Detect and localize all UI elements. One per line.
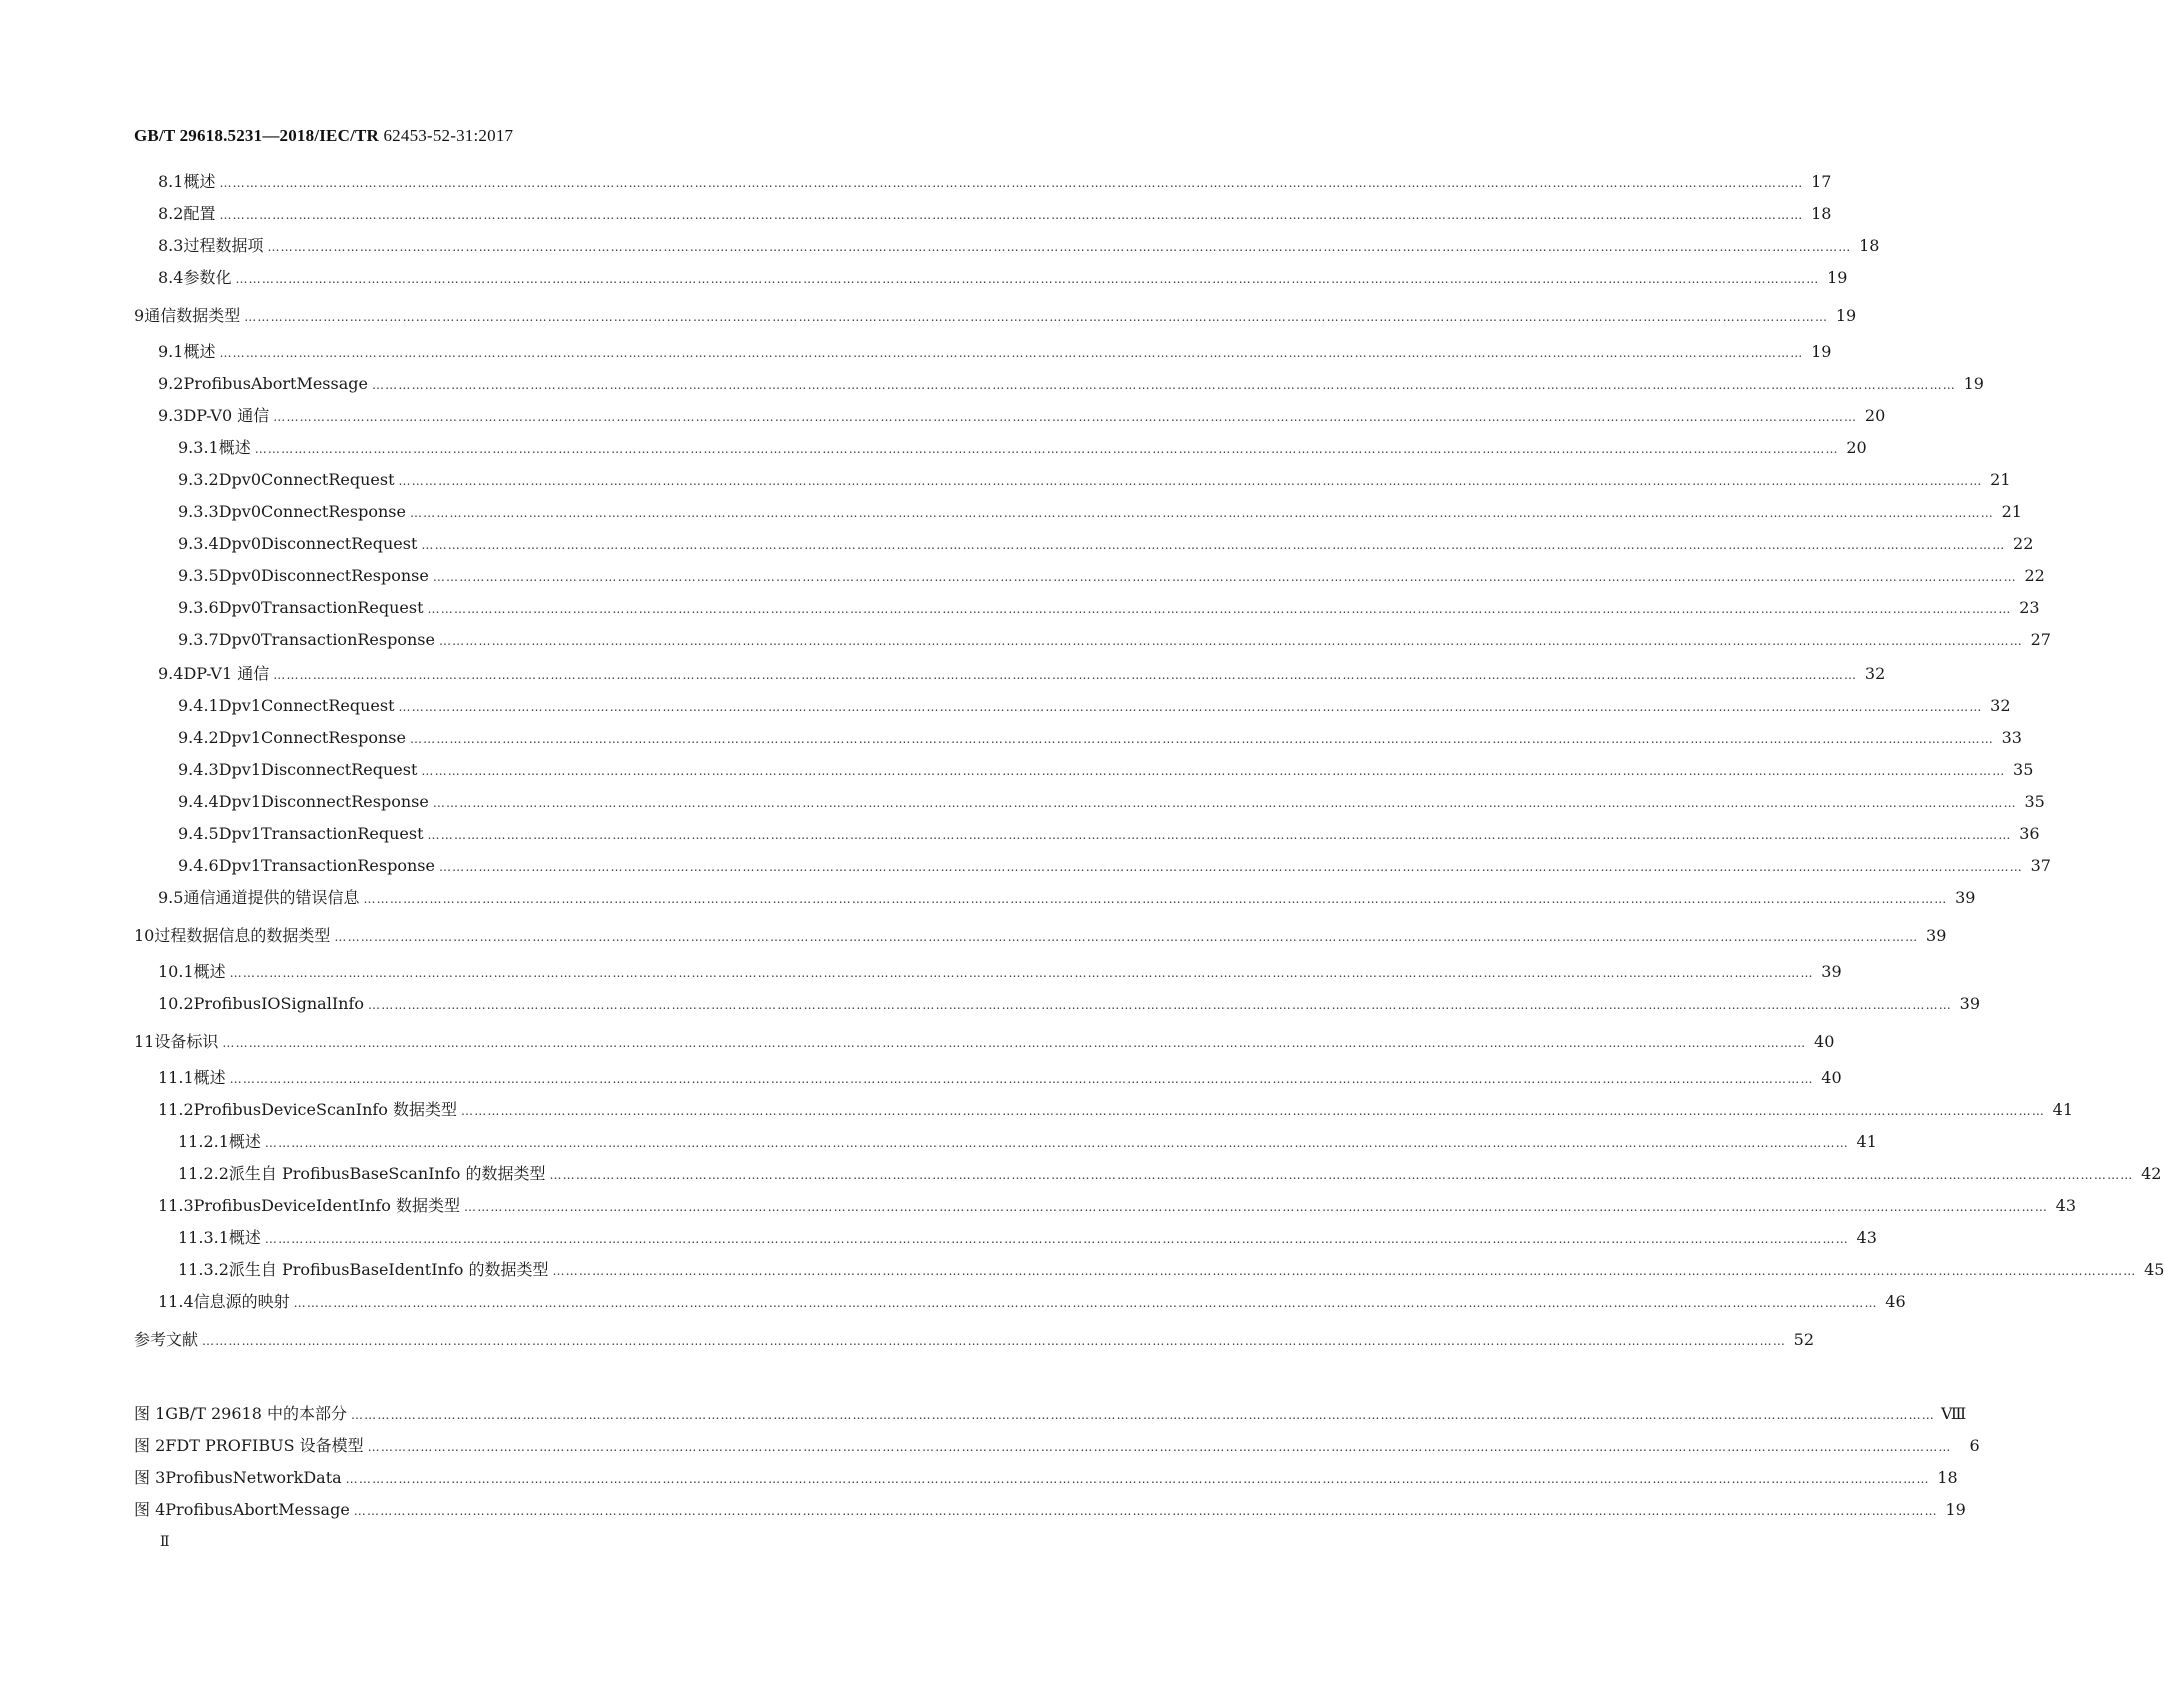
entry-title: Dpv0ConnectResponse	[218, 502, 406, 521]
dot-leader: ………………………………………………………………………………………………………………………………………………………………………………………………………………………………………………………………………………………………………………………………	[464, 1200, 2049, 1214]
entry-page-number: 39	[1926, 926, 1947, 945]
entry-page-number: 52	[1793, 1330, 1815, 1349]
toc-entry[interactable]	[158, 960, 1842, 984]
entry-number: 9.3.6	[178, 598, 219, 617]
dot-leader: ………………………………………………………………………………………………………………………………………………………………………………………………………………………………………………………………………………………………………………………………	[264, 1232, 1849, 1246]
entry-number: 图 3	[134, 1468, 166, 1487]
entry-title: 参数化	[183, 268, 232, 287]
entry-page-number: 20	[1864, 406, 1886, 425]
toc-entry[interactable]	[158, 1290, 1906, 1314]
entry-number: 9.4.2	[178, 728, 219, 747]
dot-leader: ………………………………………………………………………………………………………………………………………………………………………………………………………………………………………………………………………………………………………………………………	[229, 1072, 1814, 1086]
entry-title: 过程数据项	[183, 236, 264, 255]
dot-leader: ………………………………………………………………………………………………………………………………………………………………………………………………………………………………………………………………………………………………………………………………	[398, 474, 1983, 488]
entry-page-number: 46	[1885, 1292, 1906, 1311]
toc-entry[interactable]	[158, 1098, 2074, 1122]
entry-number: 10	[134, 926, 155, 945]
entry-title: ProfibusNetworkData	[165, 1468, 342, 1487]
entry-number: 9.4.6	[178, 856, 219, 875]
entry-title: DP-V1 通信	[183, 664, 270, 683]
dot-leader: ………………………………………………………………………………………………………………………………………………………………………………………………………………………………………………………………………………………………………………………………	[219, 208, 1804, 222]
entry-number: 8.4	[158, 268, 184, 287]
entry-page-number: 18	[1937, 1468, 1958, 1487]
entry-page-number: 17	[1811, 172, 1832, 191]
entry-page-number: 6	[1969, 1436, 1980, 1455]
toc-entry[interactable]	[178, 468, 2011, 492]
entry-number: 11.1	[158, 1068, 194, 1087]
entry-number: 10.1	[158, 962, 194, 981]
entry-title: 派生自 ProfibusBaseScanInfo 的数据类型	[228, 1164, 546, 1183]
entry-number: 9.3.1	[178, 438, 219, 457]
entry-number: 9.3.3	[178, 502, 219, 521]
entry-title: Dpv0ConnectRequest	[218, 470, 395, 489]
entry-page-number: 22	[2013, 534, 2034, 553]
entry-page-number: 35	[2024, 792, 2045, 811]
entry-number: 9.3.4	[178, 534, 219, 553]
entry-title: Dpv1TransactionResponse	[218, 856, 435, 875]
entry-number: 9.4	[158, 664, 184, 683]
entry-title: ProfibusDeviceScanInfo 数据类型	[193, 1100, 458, 1119]
toc-entry[interactable]	[178, 1130, 1877, 1154]
entry-page-number: 43	[1856, 1228, 1877, 1247]
entry-page-number: 43	[2055, 1196, 2077, 1215]
dot-leader: ………………………………………………………………………………………………………………………………………………………………………………………………………………………………………………………………………………………………………………………………	[427, 828, 2012, 842]
entry-title: 通信数据类型	[144, 306, 241, 325]
toc-entry[interactable]	[178, 532, 2034, 556]
toc-entry[interactable]	[178, 694, 2011, 718]
entry-title: Dpv1ConnectResponse	[218, 728, 406, 747]
entry-number: 9.3	[158, 406, 184, 425]
entry-title: DP-V0 通信	[183, 406, 270, 425]
entry-page-number: 32	[1990, 696, 2011, 715]
entry-title: 概述	[183, 342, 216, 361]
dot-leader: ………………………………………………………………………………………………………………………………………………………………………………………………………………………………………………………………………………………………………………………………	[273, 410, 1858, 424]
entry-number: 9.2	[158, 374, 184, 393]
entry-page-number: 19	[1827, 268, 1848, 287]
entry-number: 9.3.2	[178, 470, 219, 489]
entry-title: ProfibusAbortMessage	[183, 374, 368, 393]
toc-entry[interactable]	[158, 1066, 1842, 1090]
entry-number: 10.2	[158, 994, 194, 1013]
entry-page-number: 37	[2030, 856, 2051, 875]
entry-page-number: 42	[2141, 1164, 2162, 1183]
toc-entry[interactable]	[158, 170, 1832, 194]
entry-number: 9.4.3	[178, 760, 219, 779]
entry-title: ProfibusIOSignalInfo	[193, 994, 364, 1013]
entry-number: 9.4.1	[178, 696, 219, 715]
toc-entry[interactable]	[134, 304, 1857, 328]
dot-leader: ………………………………………………………………………………………………………………………………………………………………………………………………………………………………………………………………………………………………………………………………	[438, 634, 2023, 648]
toc-entry[interactable]	[178, 1226, 1877, 1250]
entry-number: 9.5	[158, 888, 184, 907]
entry-number: 8.2	[158, 204, 184, 223]
entry-page-number: 27	[2030, 630, 2051, 649]
dot-leader: ………………………………………………………………………………………………………………………………………………………………………………………………………………………………………………………………………………………………………………………………	[427, 602, 2012, 616]
figure-entry[interactable]	[134, 1434, 1980, 1458]
dot-leader: ………………………………………………………………………………………………………………………………………………………………………………………………………………………………………………………………………………………………………………………………	[367, 1440, 1952, 1454]
dot-leader: ………………………………………………………………………………………………………………………………………………………………………………………………………………………………………………………………………………………………………………………………	[368, 998, 1952, 1012]
toc-entry[interactable]	[158, 202, 1832, 226]
entry-page-number: 40	[1821, 1068, 1842, 1087]
entry-page-number: 19	[1945, 1500, 1966, 1519]
entry-number: 11.2	[158, 1100, 194, 1119]
entry-title: 过程数据信息的数据类型	[154, 926, 331, 945]
entry-number: 11.3.1	[178, 1228, 229, 1247]
entry-title: 概述	[228, 1132, 261, 1151]
dot-leader: ………………………………………………………………………………………………………………………………………………………………………………………………………………………………………………………………………………………………………………………………	[273, 668, 1858, 682]
entry-page-number: Ⅷ	[1940, 1404, 1967, 1423]
entry-page-number: 18	[1811, 204, 1832, 223]
toc-entry[interactable]	[158, 340, 1832, 364]
toc-entry[interactable]	[158, 886, 1976, 910]
entry-title: 通信通道提供的错误信息	[183, 888, 360, 907]
entry-page-number: 23	[2019, 598, 2040, 617]
dot-leader: ………………………………………………………………………………………………………………………………………………………………………………………………………………………………………………………………………………………………………………………………	[398, 700, 1983, 714]
entry-title: Dpv0TransactionRequest	[218, 598, 424, 617]
entry-title: ProfibusAbortMessage	[165, 1500, 350, 1519]
standard-code: GB/T 29618.5231—2018/IEC/TR	[134, 126, 380, 145]
toc-entry[interactable]	[158, 662, 1886, 686]
entry-number: 11.2.1	[178, 1132, 229, 1151]
entry-page-number: 41	[1856, 1132, 1877, 1151]
dot-leader: ………………………………………………………………………………………………………………………………………………………………………………………………………………………………………………………………………………………………………………………………	[202, 1334, 1787, 1348]
dot-leader: ………………………………………………………………………………………………………………………………………………………………………………………………………………………………………………………………………………………………………………………………	[244, 310, 1829, 324]
dot-leader: ………………………………………………………………………………………………………………………………………………………………………………………………………………………………………………………………………………………………………………………………	[421, 538, 2006, 552]
figure-entry[interactable]	[134, 1402, 1967, 1426]
dot-leader: ………………………………………………………………………………………………………………………………………………………………………………………………………………………………………………………………………………………………………………………………	[363, 892, 1948, 906]
toc-entry[interactable]	[158, 1194, 2077, 1218]
dot-leader: ………………………………………………………………………………………………………………………………………………………………………………………………………………………………………………………………………………………………………………………………	[229, 966, 1814, 980]
entry-title: Dpv1DisconnectResponse	[218, 792, 429, 811]
dot-leader: ………………………………………………………………………………………………………………………………………………………………………………………………………………………………………………………………………………………………………………………………	[353, 1504, 1938, 1518]
toc-entry[interactable]	[158, 372, 1984, 396]
entry-number: 9	[134, 306, 145, 325]
dot-leader: ………………………………………………………………………………………………………………………………………………………………………………………………………………………………………………………………………………………………………………………………	[267, 240, 1852, 254]
figure-entry[interactable]	[134, 1498, 1966, 1522]
dot-leader: ………………………………………………………………………………………………………………………………………………………………………………………………………………………………………………………………………………………………………………………………	[345, 1472, 1930, 1486]
entry-title: Dpv0TransactionResponse	[218, 630, 435, 649]
entry-title: Dpv1ConnectRequest	[218, 696, 395, 715]
entry-title: Dpv1TransactionRequest	[218, 824, 424, 843]
entry-number: 9.4.5	[178, 824, 219, 843]
entry-title: 信息源的映射	[193, 1292, 290, 1311]
entry-page-number: 21	[1990, 470, 2011, 489]
toc-entry[interactable]	[178, 1258, 2164, 1282]
entry-page-number: 33	[2001, 728, 2022, 747]
entry-title: Dpv1DisconnectRequest	[218, 760, 418, 779]
entry-number: 9.1	[158, 342, 184, 361]
entry-page-number: 39	[1821, 962, 1842, 981]
toc-entry[interactable]	[178, 500, 2022, 524]
entry-page-number: 19	[1835, 306, 1857, 325]
entry-number: 图 4	[134, 1500, 166, 1519]
dot-leader: ………………………………………………………………………………………………………………………………………………………………………………………………………………………………………………………………………………………………………………………………	[432, 570, 2017, 584]
entry-number: 图 1	[134, 1404, 166, 1423]
entry-title: 设备标识	[154, 1032, 219, 1051]
entry-title: 概述	[193, 1068, 226, 1087]
entry-title: ProfibusDeviceIdentInfo 数据类型	[193, 1196, 461, 1215]
entry-number: 11	[134, 1032, 155, 1051]
entry-page-number: 19	[1811, 342, 1832, 361]
iec-code: 62453-52-31:2017	[383, 126, 514, 145]
entry-number: 11.3.2	[178, 1260, 229, 1279]
entry-page-number: 39	[1959, 994, 1980, 1013]
entry-number: 9.3.7	[178, 630, 219, 649]
dot-leader: ………………………………………………………………………………………………………………………………………………………………………………………………………………………………………………………………………………………………………………………………	[254, 442, 1839, 456]
figure-entry[interactable]	[134, 1466, 1958, 1490]
entry-page-number: 41	[2052, 1100, 2074, 1119]
dot-leader: ………………………………………………………………………………………………………………………………………………………………………………………………………………………………………………………………………………………………………………………………	[222, 1036, 1807, 1050]
dot-leader: ………………………………………………………………………………………………………………………………………………………………………………………………………………………………………………………………………………………………………………………………	[334, 930, 1919, 944]
entry-page-number: 45	[2144, 1260, 2164, 1279]
dot-leader: ………………………………………………………………………………………………………………………………………………………………………………………………………………………………………………………………………………………………………………………………	[461, 1104, 2046, 1118]
toc-entry[interactable]	[178, 564, 2045, 588]
toc-entry[interactable]	[178, 436, 1867, 460]
entry-number: 11.2.2	[178, 1164, 229, 1183]
dot-leader: ………………………………………………………………………………………………………………………………………………………………………………………………………………………………………………………………………………………………………………………………	[421, 764, 2006, 778]
entry-title: Dpv0DisconnectRequest	[218, 534, 418, 553]
dot-leader: ………………………………………………………………………………………………………………………………………………………………………………………………………………………………………………………………………………………………………………………………	[235, 272, 1820, 286]
entry-number: 8.1	[158, 172, 184, 191]
dot-leader: ………………………………………………………………………………………………………………………………………………………………………………………………………………………………………………………………………………………………………………………………	[219, 346, 1804, 360]
toc-entry[interactable]	[158, 992, 1980, 1016]
entry-title: 派生自 ProfibusBaseIdentInfo 的数据类型	[228, 1260, 549, 1279]
entry-number: 9.4.4	[178, 792, 219, 811]
toc-entry[interactable]	[134, 924, 1947, 948]
toc-entry[interactable]	[158, 404, 1886, 428]
toc-entry[interactable]	[178, 822, 2040, 846]
dot-leader: ………………………………………………………………………………………………………………………………………………………………………………………………………………………………………………………………………………………………………………………………	[371, 378, 1956, 392]
toc-entry[interactable]	[178, 758, 2034, 782]
entry-title: 概述	[183, 172, 216, 191]
toc-entry[interactable]	[178, 596, 2040, 620]
standard-header	[134, 126, 513, 146]
toc-entry[interactable]	[158, 234, 1880, 258]
dot-leader: ………………………………………………………………………………………………………………………………………………………………………………………………………………………………………………………………………………………………………………………………	[438, 860, 2023, 874]
dot-leader: ………………………………………………………………………………………………………………………………………………………………………………………………………………………………………………………………………………………………………………………………	[293, 1296, 1878, 1310]
page-number: Ⅱ	[160, 1535, 170, 1550]
entry-title: FDT PROFIBUS 设备模型	[165, 1436, 364, 1455]
entry-page-number: 40	[1814, 1032, 1835, 1051]
entry-title: 参考文献	[134, 1330, 199, 1349]
toc-entry[interactable]	[134, 1030, 1835, 1054]
entry-page-number: 19	[1963, 374, 1984, 393]
entry-number: 11.4	[158, 1292, 194, 1311]
toc-entry[interactable]	[178, 726, 2022, 750]
entry-page-number: 20	[1846, 438, 1867, 457]
dot-leader: ………………………………………………………………………………………………………………………………………………………………………………………………………………………………………………………………………………………………………………………………	[219, 176, 1804, 190]
entry-page-number: 18	[1859, 236, 1880, 255]
toc-entry[interactable]	[134, 1328, 1815, 1352]
entry-title: GB/T 29618 中的本部分	[165, 1404, 347, 1423]
dot-leader: ………………………………………………………………………………………………………………………………………………………………………………………………………………………………………………………………………………………………………………………………	[552, 1264, 2137, 1278]
toc-entry[interactable]	[178, 790, 2045, 814]
entry-page-number: 35	[2013, 760, 2034, 779]
toc-entry[interactable]	[178, 854, 2051, 878]
entry-number: 9.3.5	[178, 566, 219, 585]
entry-title: 概述	[193, 962, 226, 981]
entry-number: 图 2	[134, 1436, 166, 1455]
entry-number: 11.3	[158, 1196, 194, 1215]
entry-page-number: 36	[2019, 824, 2040, 843]
entry-page-number: 32	[1864, 664, 1886, 683]
entry-title: 配置	[183, 204, 216, 223]
toc-entry[interactable]	[178, 628, 2051, 652]
toc-entry[interactable]	[158, 266, 1848, 290]
entry-page-number: 21	[2001, 502, 2022, 521]
dot-leader: ………………………………………………………………………………………………………………………………………………………………………………………………………………………………………………………………………………………………………………………………	[409, 506, 1994, 520]
entry-page-number: 39	[1955, 888, 1976, 907]
entry-title: 概述	[218, 438, 251, 457]
dot-leader: ………………………………………………………………………………………………………………………………………………………………………………………………………………………………………………………………………………………………………………………………	[432, 796, 2017, 810]
dot-leader: ………………………………………………………………………………………………………………………………………………………………………………………………………………………………………………………………………………………………………………………………	[264, 1136, 1849, 1150]
entry-page-number: 22	[2024, 566, 2045, 585]
dot-leader: ………………………………………………………………………………………………………………………………………………………………………………………………………………………………………………………………………………………………………………………………	[350, 1408, 1935, 1422]
dot-leader: ………………………………………………………………………………………………………………………………………………………………………………………………………………………………………………………………………………………………………………………………	[549, 1168, 2134, 1182]
entry-number: 8.3	[158, 236, 184, 255]
entry-title: 概述	[228, 1228, 261, 1247]
entry-title: Dpv0DisconnectResponse	[218, 566, 429, 585]
toc-entry[interactable]	[178, 1162, 2162, 1186]
dot-leader: ………………………………………………………………………………………………………………………………………………………………………………………………………………………………………………………………………………………………………………………………	[409, 732, 1994, 746]
